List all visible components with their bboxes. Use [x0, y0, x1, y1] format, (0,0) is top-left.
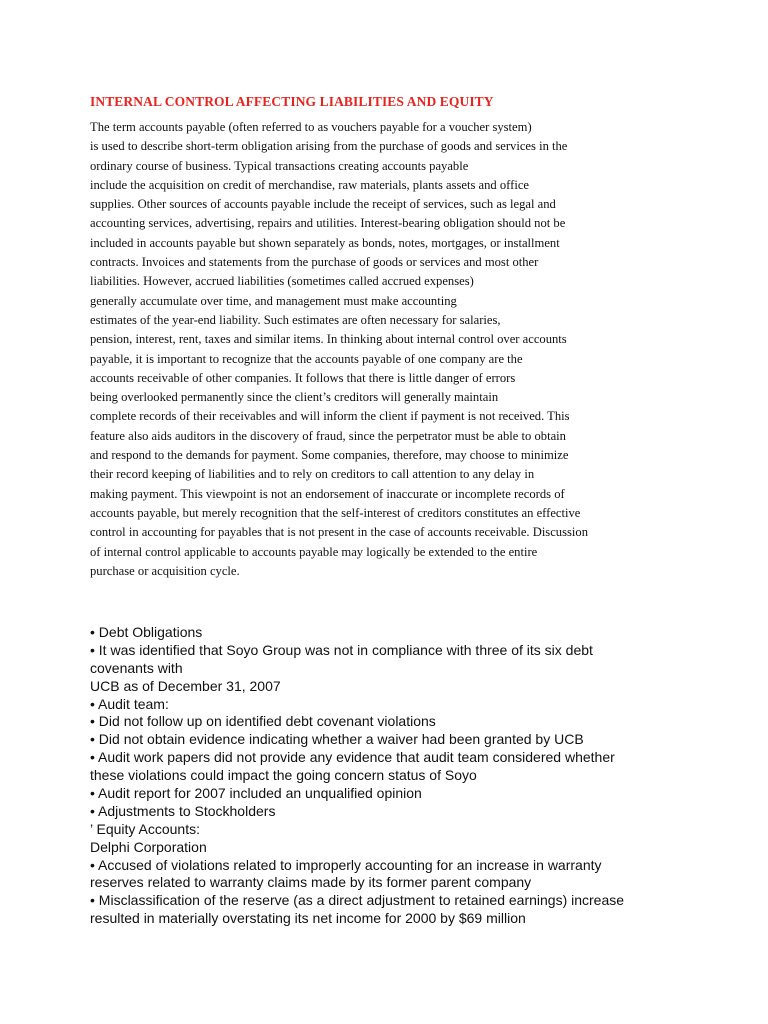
document-heading: INTERNAL CONTROL AFFECTING LIABILITIES AND EQUITY [90, 94, 494, 109]
paragraph-line: included in accounts payable but shown separately as bonds, notes, mortgages, or installment [90, 235, 560, 250]
paragraph-line: generally accumulate over time, and management must make accounting [90, 293, 457, 308]
paragraph-line: their record keeping of liabilities and to rely on creditors to call attention to any delay in [90, 467, 535, 482]
bullet-line: covenants with [90, 659, 183, 676]
bullet-line: • Adjustments to Stockholders [90, 802, 276, 819]
paragraph-line: accounts receivable of other companies. It follows that there is little danger of errors [90, 370, 516, 385]
bullet-line: resulted in materially overstating its net income for 2000 by $69 million [90, 910, 526, 927]
bullet-line: • Accused of violations related to improperly accounting for an increase in warranty [90, 856, 602, 873]
bullet-line: • It was identified that Soyo Group was not in compliance with three of its six debt [90, 641, 593, 658]
paragraph-line: ordinary course of business. Typical transactions creating accounts payable [90, 158, 469, 173]
bullet-line: • Debt Obligations [90, 624, 203, 640]
paragraph-line: accounts payable, but merely recognition that the self-interest of creditors constitutes an effective [90, 505, 581, 520]
paragraph-line: include the acquisition on credit of merchandise, raw materials, plants assets and office [90, 177, 530, 192]
paragraph-line: complete records of their receivables and will inform the client if payment is not received. This [90, 409, 570, 424]
bullet-line: • Misclassification of the reserve (as a direct adjustment to retained earnings) increase [90, 892, 625, 909]
paragraph-line: purchase or acquisition cycle. [90, 563, 240, 578]
paragraph-line: pension, interest, rent, taxes and similar items. In thinking about internal control over accounts [90, 332, 567, 347]
paragraph-line: liabilities. However, accrued liabilities (sometimes called accrued expenses) [90, 274, 474, 289]
body-paragraph [90, 118, 682, 581]
paragraph-line: control in accounting for payables that is not present in the case of accounts receivable. Discussion [90, 525, 588, 540]
bullet-line: ’ Equity Accounts: [90, 820, 200, 837]
document-body [90, 94, 682, 581]
paragraph-line: supplies. Other sources of accounts payable include the receipt of services, such as legal and [90, 197, 556, 212]
bullet-list [90, 624, 690, 928]
bullet-line: • Did not follow up on identified debt covenant violations [90, 713, 436, 730]
bullet-line: these violations could impact the going concern status of Soyo [90, 767, 477, 784]
bullet-line: • Audit team: [90, 695, 169, 712]
bullet-line: • Audit report for 2007 included an unqualified opinion [90, 785, 422, 802]
paragraph-line: accounting services, advertising, repairs and utilities. Interest-bearing obligation should not be [90, 216, 566, 231]
paragraph-line: estimates of the year-end liability. Such estimates are often necessary for salaries, [90, 312, 501, 327]
paragraph-line: and respond to the demands for payment. Some companies, therefore, may choose to minimize [90, 448, 569, 463]
bullet-line: • Audit work papers did not provide any evidence that audit team considered whether [90, 749, 615, 766]
paragraph-line: is used to describe short-term obligation arising from the purchase of goods and services in the [90, 139, 568, 154]
paragraph-line: of internal control applicable to accounts payable may logically be extended to the entire [90, 544, 538, 559]
paragraph-line: making payment. This viewpoint is not an endorsement of inaccurate or incomplete records of [90, 486, 565, 501]
paragraph-line: feature also aids auditors in the discovery of fraud, since the perpetrator must be able to obtain [90, 428, 566, 443]
bullet-line: • Did not obtain evidence indicating whether a waiver had been granted by UCB [90, 731, 584, 748]
paragraph-line: The term accounts payable (often referred to as vouchers payable for a voucher system) [90, 120, 532, 134]
bullet-line: reserves related to warranty claims made by its former parent company [90, 874, 532, 891]
paragraph-line: contracts. Invoices and statements from the purchase of goods or services and most other [90, 255, 539, 270]
bullet-line: Delphi Corporation [90, 838, 207, 855]
paragraph-line: payable, it is important to recognize that the accounts payable of one company are the [90, 351, 523, 366]
paragraph-line: being overlooked permanently since the client’s creditors will generally maintain [90, 390, 499, 405]
bullet-line: UCB as of December 31, 2007 [90, 677, 281, 694]
